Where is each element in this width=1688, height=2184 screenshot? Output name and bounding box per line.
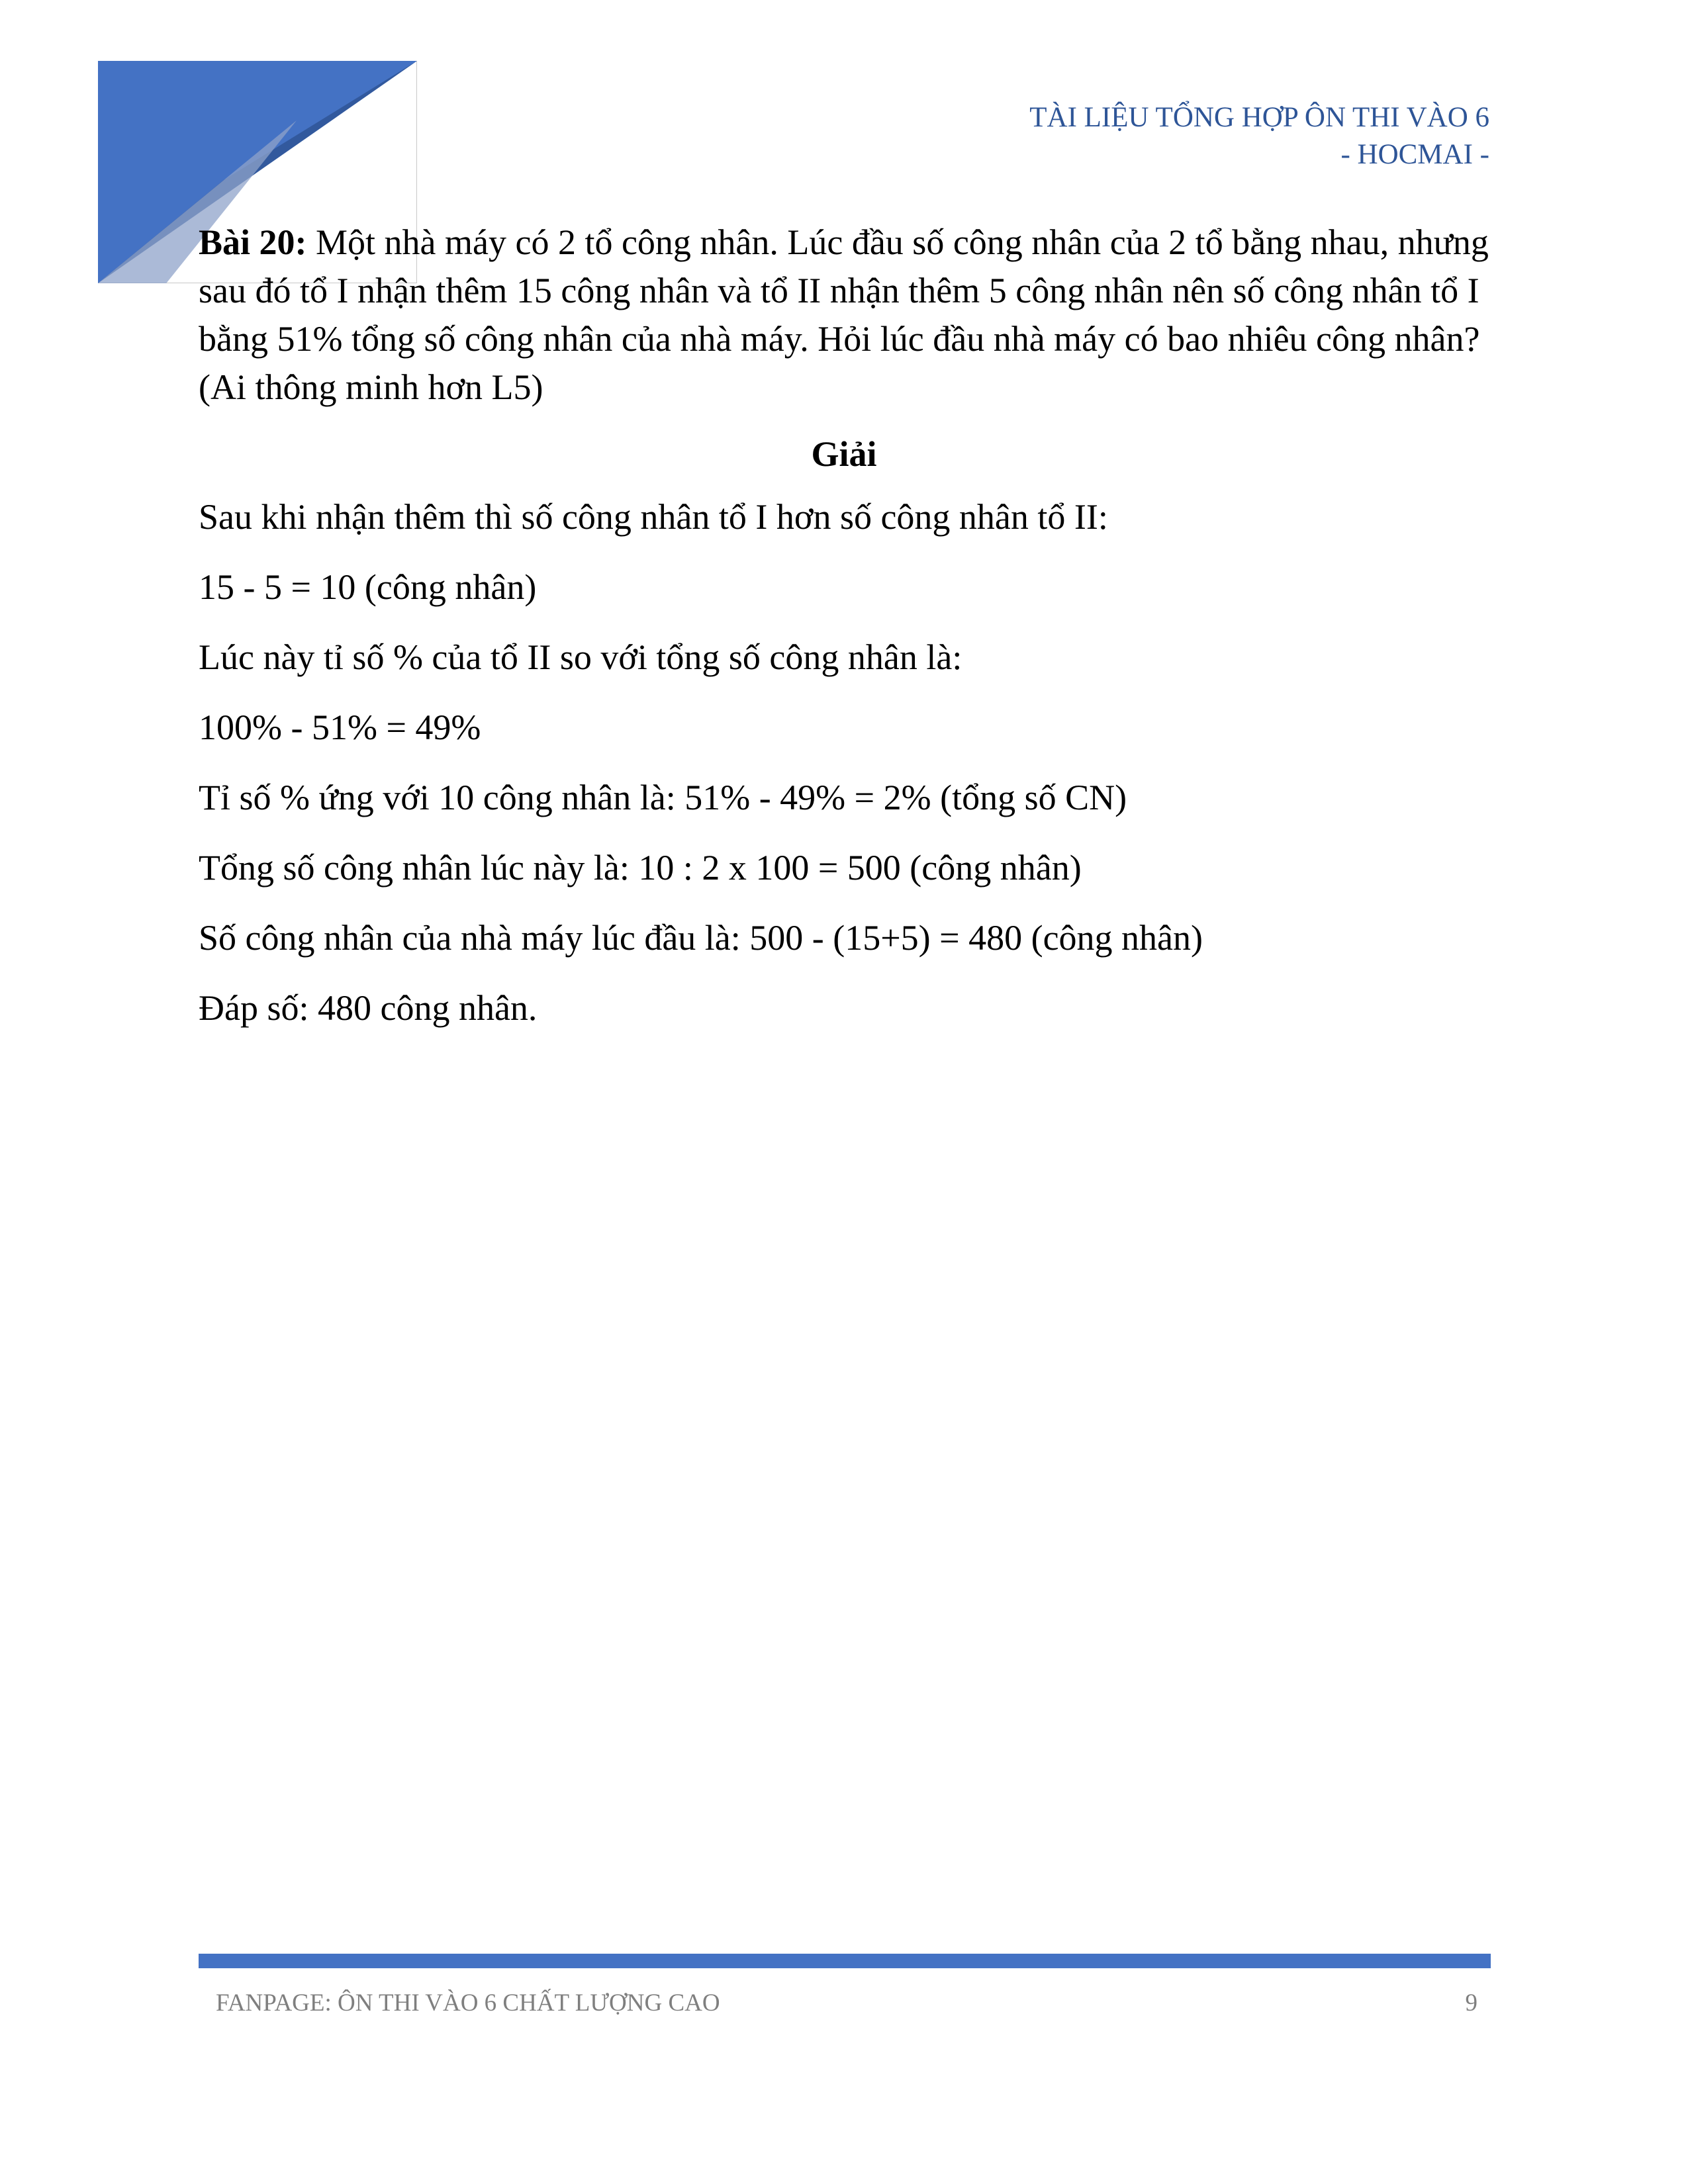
header-subtitle: - HOCMAI - — [1340, 139, 1489, 170]
solution-heading: Giải — [811, 434, 877, 474]
solution-line: 100% - 51% = 49% — [199, 707, 481, 747]
page-content — [199, 218, 1489, 1054]
problem-statement — [199, 218, 1489, 412]
page-number: 9 — [1465, 1989, 1477, 2017]
solution-line: Số công nhân của nhà máy lúc đầu là: 500 - (15+5) = 480 (công nhân) — [199, 918, 1203, 958]
solution-line: Tổng số công nhân lúc này là: 10 : 2 x 100 = 500 (công nhân) — [199, 848, 1082, 887]
solution-line: Tỉ số % ứng với 10 công nhân là: 51% - 49% = 2% (tổng số CN) — [199, 778, 1127, 817]
footer-divider — [199, 1954, 1491, 1968]
document-header — [1029, 99, 1489, 173]
final-answer: Đáp số: 480 công nhân. — [199, 988, 538, 1028]
footer-fanpage-text: FANPAGE: ÔN THI VÀO 6 CHẤT LƯỢNG CAO — [216, 1989, 720, 2017]
problem-label: Bài 20: — [199, 222, 307, 262]
problem-text: Một nhà máy có 2 tổ công nhân. Lúc đầu số công nhân của 2 tổ bằng nhau, nhưng sau đó tổ I nhận thêm 15 công nhân và tổ II nhận thêm 5 công nhân nên số công nhân tổ I bằng 51% tổng số công nhân của nhà máy. Hỏi lúc đầu nhà máy có bao nhiêu công nhân? (Ai thông minh hơn L5) — [199, 222, 1489, 407]
solution-line: Sau khi nhận thêm thì số công nhân tổ I hơn số công nhân tổ II: — [199, 497, 1108, 537]
header-title: TÀI LIỆU TỔNG HỢP ÔN THI VÀO 6 — [1029, 102, 1489, 133]
page-footer — [199, 1989, 1491, 2022]
solution-line: 15 - 5 = 10 (công nhân) — [199, 567, 537, 607]
solution-line: Lúc này tỉ số % của tổ II so với tổng số công nhân là: — [199, 637, 962, 677]
